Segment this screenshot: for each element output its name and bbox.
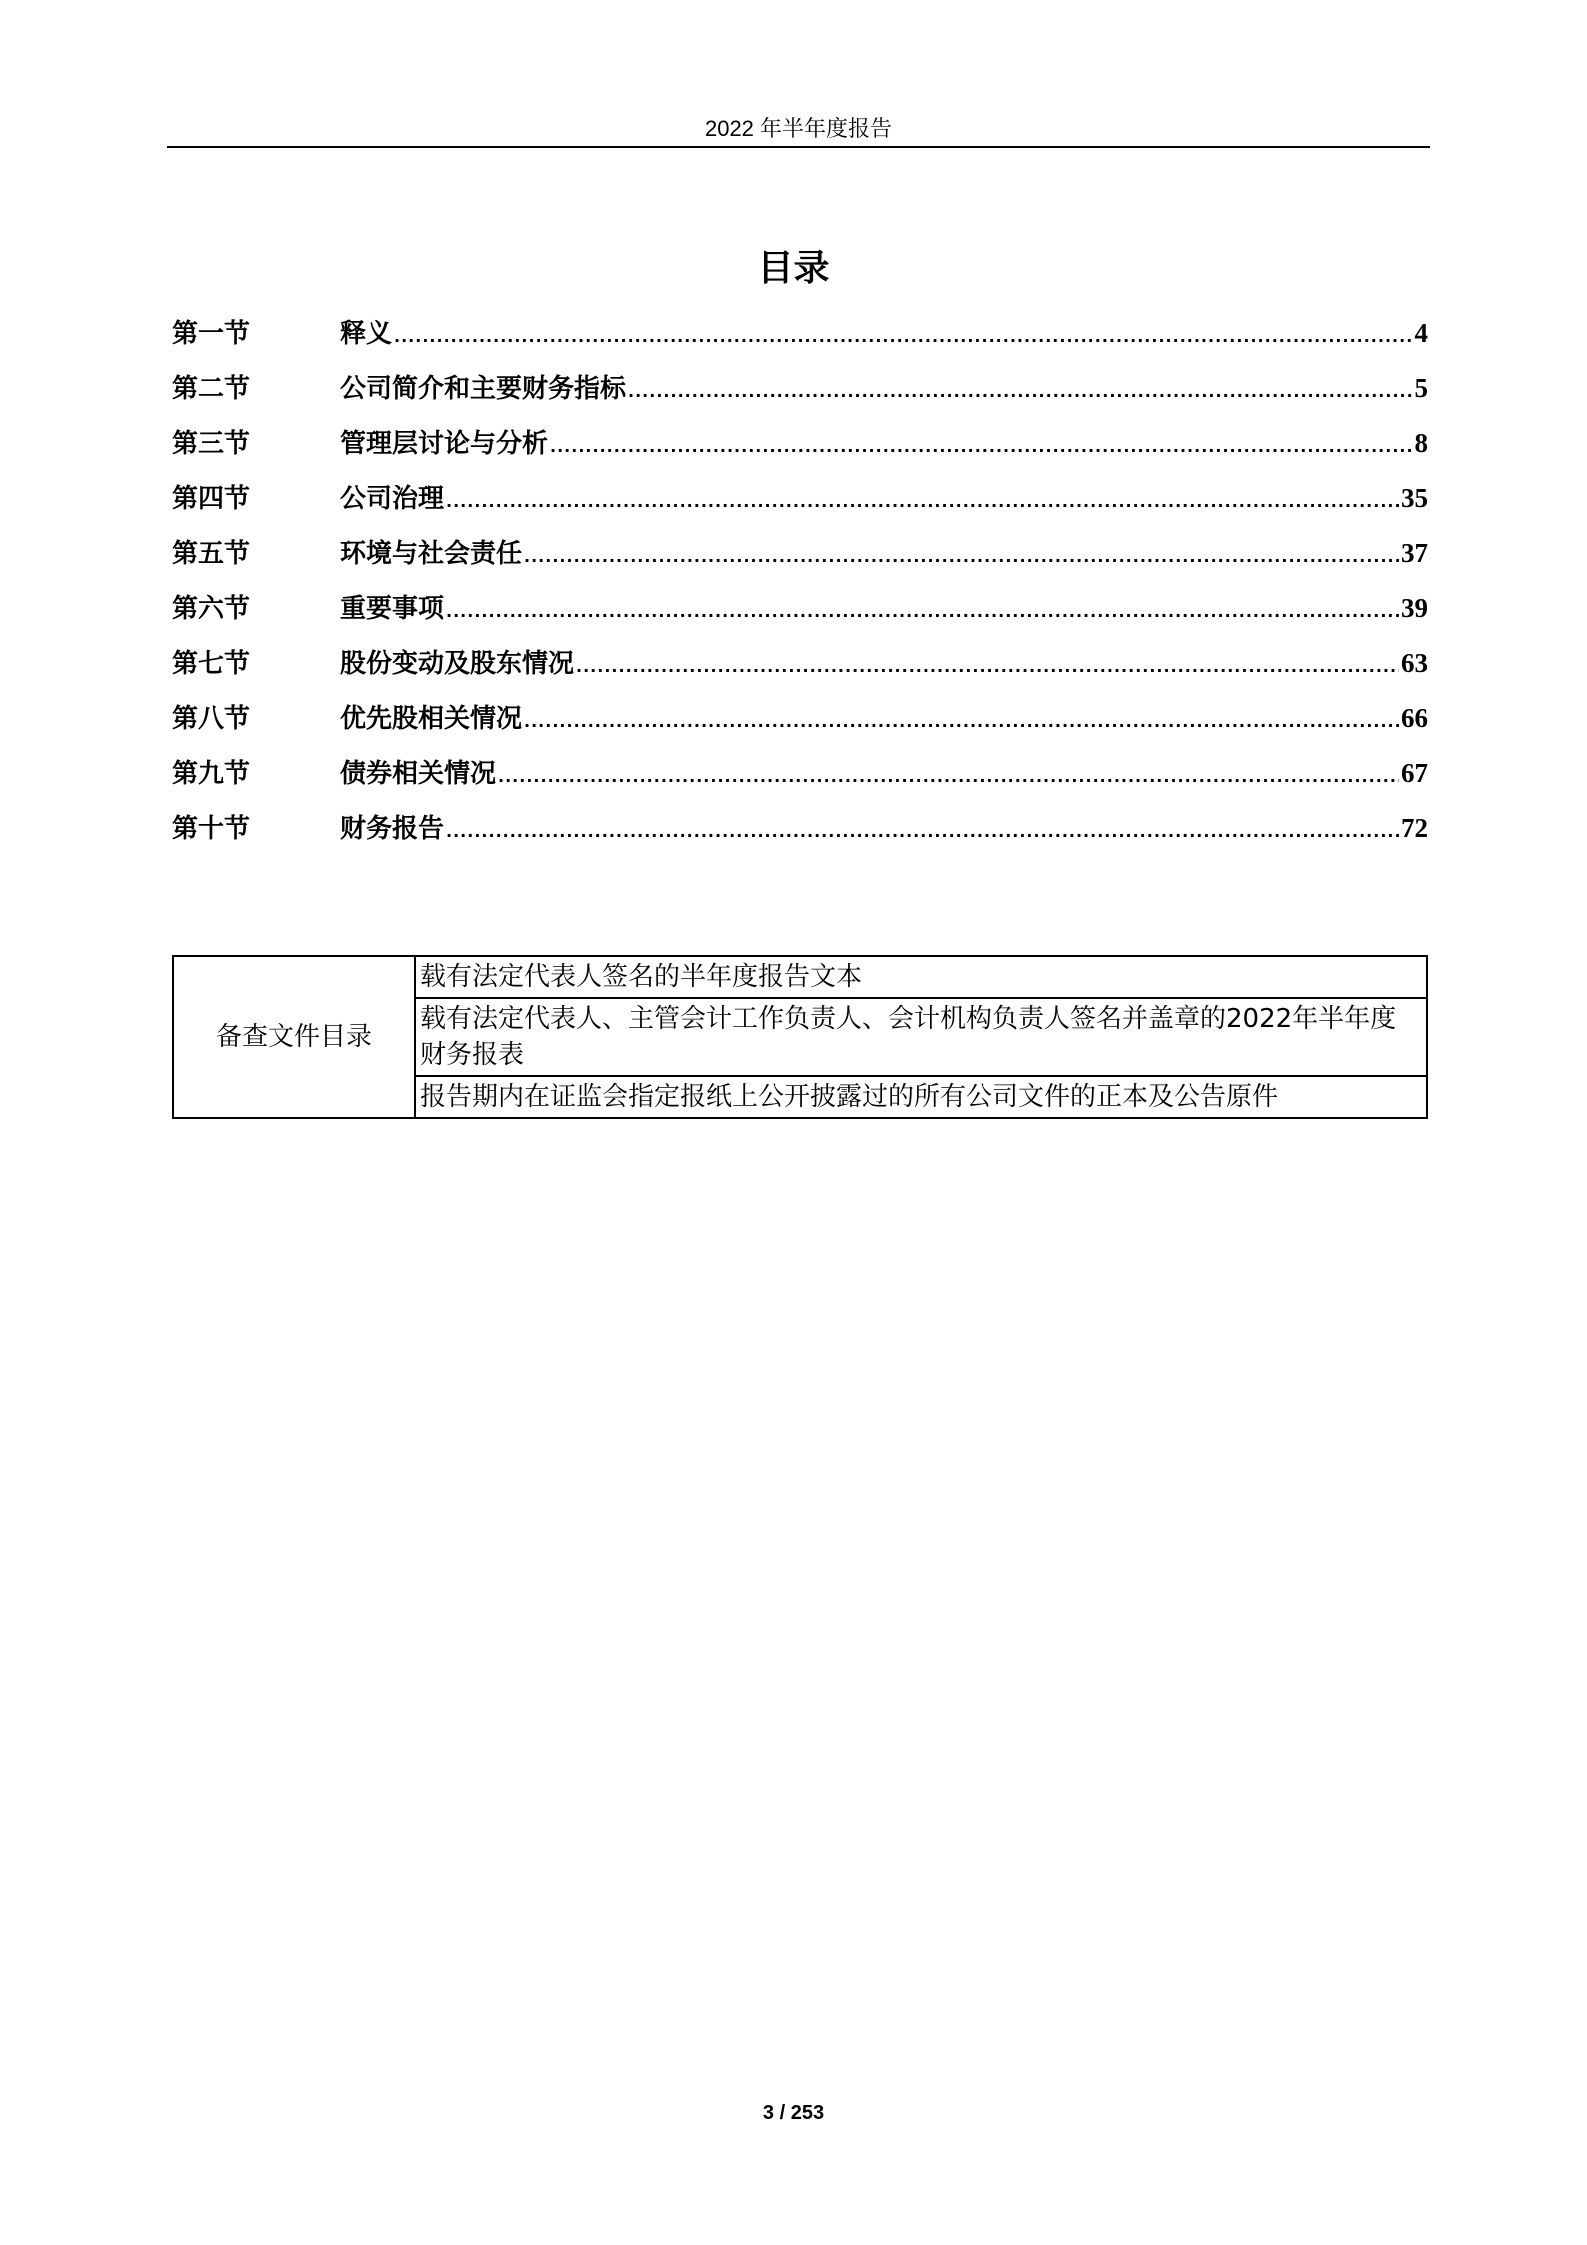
toc-entry[interactable] [172, 753, 1428, 808]
reference-doc-item: 载有法定代表人签名的半年度报告文本 [415, 956, 1427, 998]
toc-section-number: 第十节 [172, 814, 251, 844]
header-divider [167, 146, 1430, 148]
toc-entry[interactable] [172, 643, 1428, 698]
toc-leader-dots [498, 767, 1399, 786]
toc-page-number: 37 [1401, 538, 1428, 568]
toc-entry[interactable] [172, 423, 1428, 478]
toc-entry[interactable] [172, 698, 1428, 753]
toc-page-number: 39 [1401, 593, 1428, 623]
toc-leader-dots [446, 602, 1399, 621]
toc-section-number: 第三节 [172, 429, 251, 459]
toc-title: 目录 [757, 248, 830, 289]
toc-section-name: 财务报告 [340, 814, 445, 844]
toc-section-name: 股份变动及股东情况 [340, 649, 575, 679]
toc-section-number: 第五节 [172, 539, 251, 569]
toc-page-number: 8 [1414, 428, 1428, 458]
page-number: 3 / 253 [762, 2102, 825, 2124]
toc-leader-dots [394, 327, 1412, 346]
toc-entry[interactable] [172, 313, 1428, 368]
toc-leader-dots [446, 492, 1399, 511]
table-of-contents [172, 313, 1428, 863]
toc-page-number: 4 [1414, 318, 1428, 348]
toc-section-name: 释义 [340, 319, 393, 349]
toc-page-number: 72 [1401, 813, 1428, 843]
toc-page-number: 5 [1414, 373, 1428, 403]
toc-section-number: 第二节 [172, 374, 251, 404]
toc-entry[interactable] [172, 533, 1428, 588]
toc-section-number: 第四节 [172, 484, 251, 514]
toc-entry[interactable] [172, 478, 1428, 533]
toc-leader-dots [446, 822, 1399, 841]
toc-leader-dots [524, 712, 1399, 731]
toc-section-name: 管理层讨论与分析 [340, 429, 549, 459]
toc-section-number: 第九节 [172, 759, 251, 789]
toc-section-name: 重要事项 [340, 594, 445, 624]
page-header: 2022 年半年度报告 [704, 116, 893, 141]
toc-leader-dots [628, 382, 1412, 401]
toc-section-number: 第七节 [172, 649, 251, 679]
reference-documents-table [172, 955, 1428, 1119]
reference-doc-item: 报告期内在证监会指定报纸上公开披露过的所有公司文件的正本及公告原件 [415, 1076, 1427, 1118]
toc-leader-dots [576, 657, 1399, 676]
toc-section-name: 债券相关情况 [340, 759, 497, 789]
toc-leader-dots [550, 437, 1412, 456]
reference-doc-item: 载有法定代表人、主管会计工作负责人、会计机构负责人签名并盖章的2022年半年度财务报表 [415, 998, 1427, 1076]
toc-page-number: 66 [1401, 703, 1428, 733]
toc-section-name: 环境与社会责任 [340, 539, 523, 569]
toc-entry[interactable] [172, 368, 1428, 423]
toc-section-name: 公司简介和主要财务指标 [340, 374, 627, 404]
toc-entry[interactable] [172, 808, 1428, 863]
toc-section-number: 第一节 [172, 319, 251, 349]
toc-section-name: 优先股相关情况 [340, 704, 523, 734]
toc-page-number: 63 [1401, 648, 1428, 678]
toc-section-number: 第六节 [172, 594, 251, 624]
toc-entry[interactable] [172, 588, 1428, 643]
toc-section-number: 第八节 [172, 704, 251, 734]
toc-leader-dots [524, 547, 1399, 566]
reference-docs-label: 备查文件目录 [173, 956, 415, 1118]
toc-page-number: 67 [1401, 758, 1428, 788]
toc-section-name: 公司治理 [340, 484, 445, 514]
toc-page-number: 35 [1401, 483, 1428, 513]
